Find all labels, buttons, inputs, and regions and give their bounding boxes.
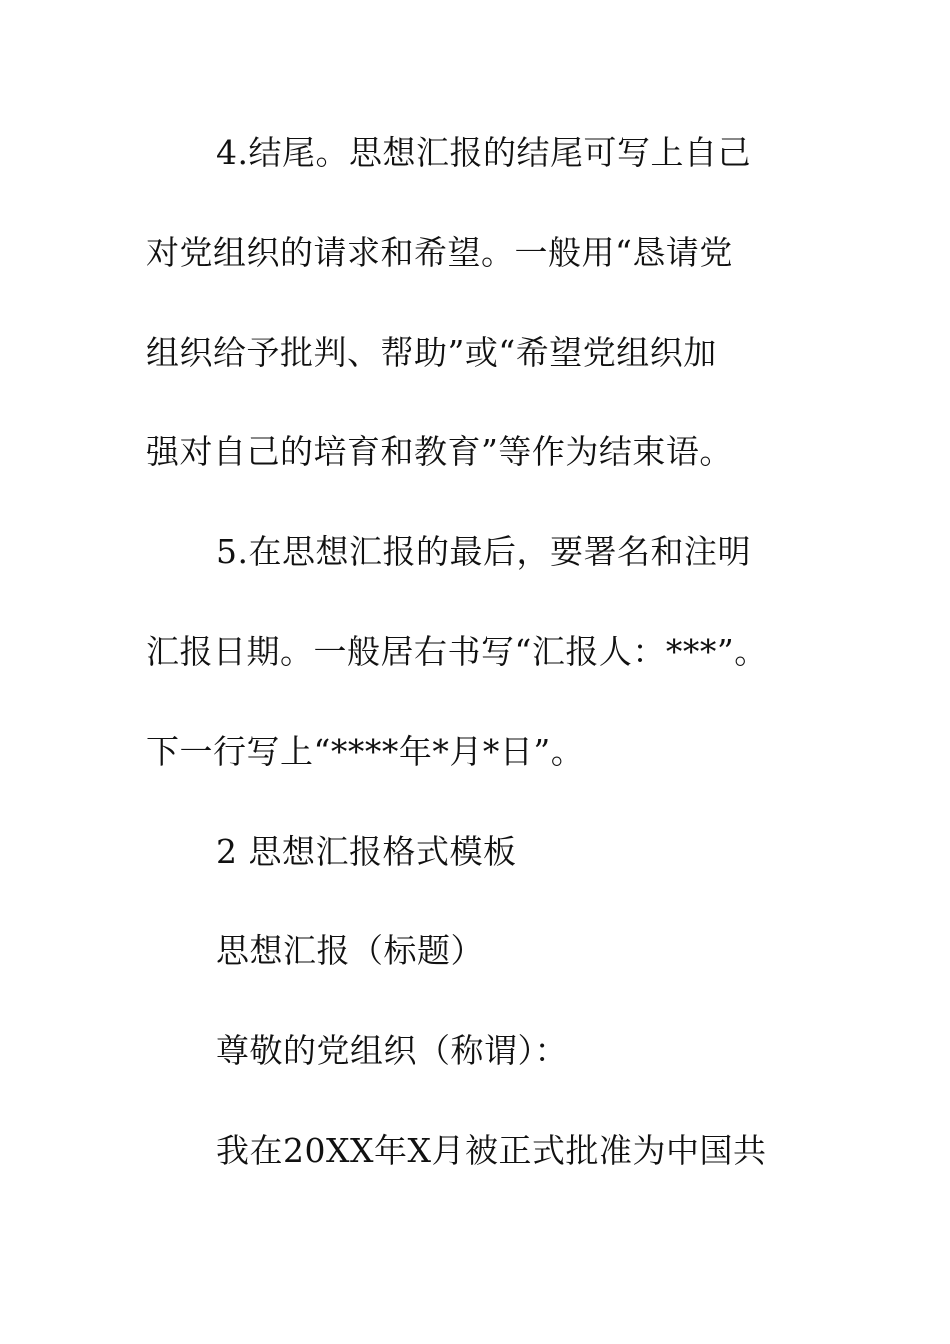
paragraph-5-line-1: 5.在思想汇报的最后，要署名和注明	[216, 532, 751, 572]
section-heading: 2 思想汇报格式模板	[216, 831, 517, 871]
paragraph-4-line-2: 对党组织的请求和希望。一般用“恳请党	[146, 232, 733, 272]
paragraph-4-line-1: 4.结尾。思想汇报的结尾可写上自己	[216, 133, 751, 172]
paragraph-5-line-2: 汇报日期。一般居右书写“汇报人：***”。	[146, 631, 768, 671]
template-salutation: 尊敬的党组织（称谓）：	[216, 1031, 568, 1071]
paragraph-4-line-4: 强对自己的培育和教育”等作为结束语。	[146, 432, 733, 472]
template-body-line-1: 我在20XX年X月被正式批准为中国共	[216, 1130, 767, 1170]
paragraph-4-line-3: 组织给予批判、帮助”或“希望党组织加	[146, 332, 717, 372]
paragraph-5-line-3: 下一行写上“****年*月*日”。	[146, 731, 585, 771]
template-title: 思想汇报（标题）	[216, 931, 484, 971]
document-body	[146, 120, 836, 1218]
